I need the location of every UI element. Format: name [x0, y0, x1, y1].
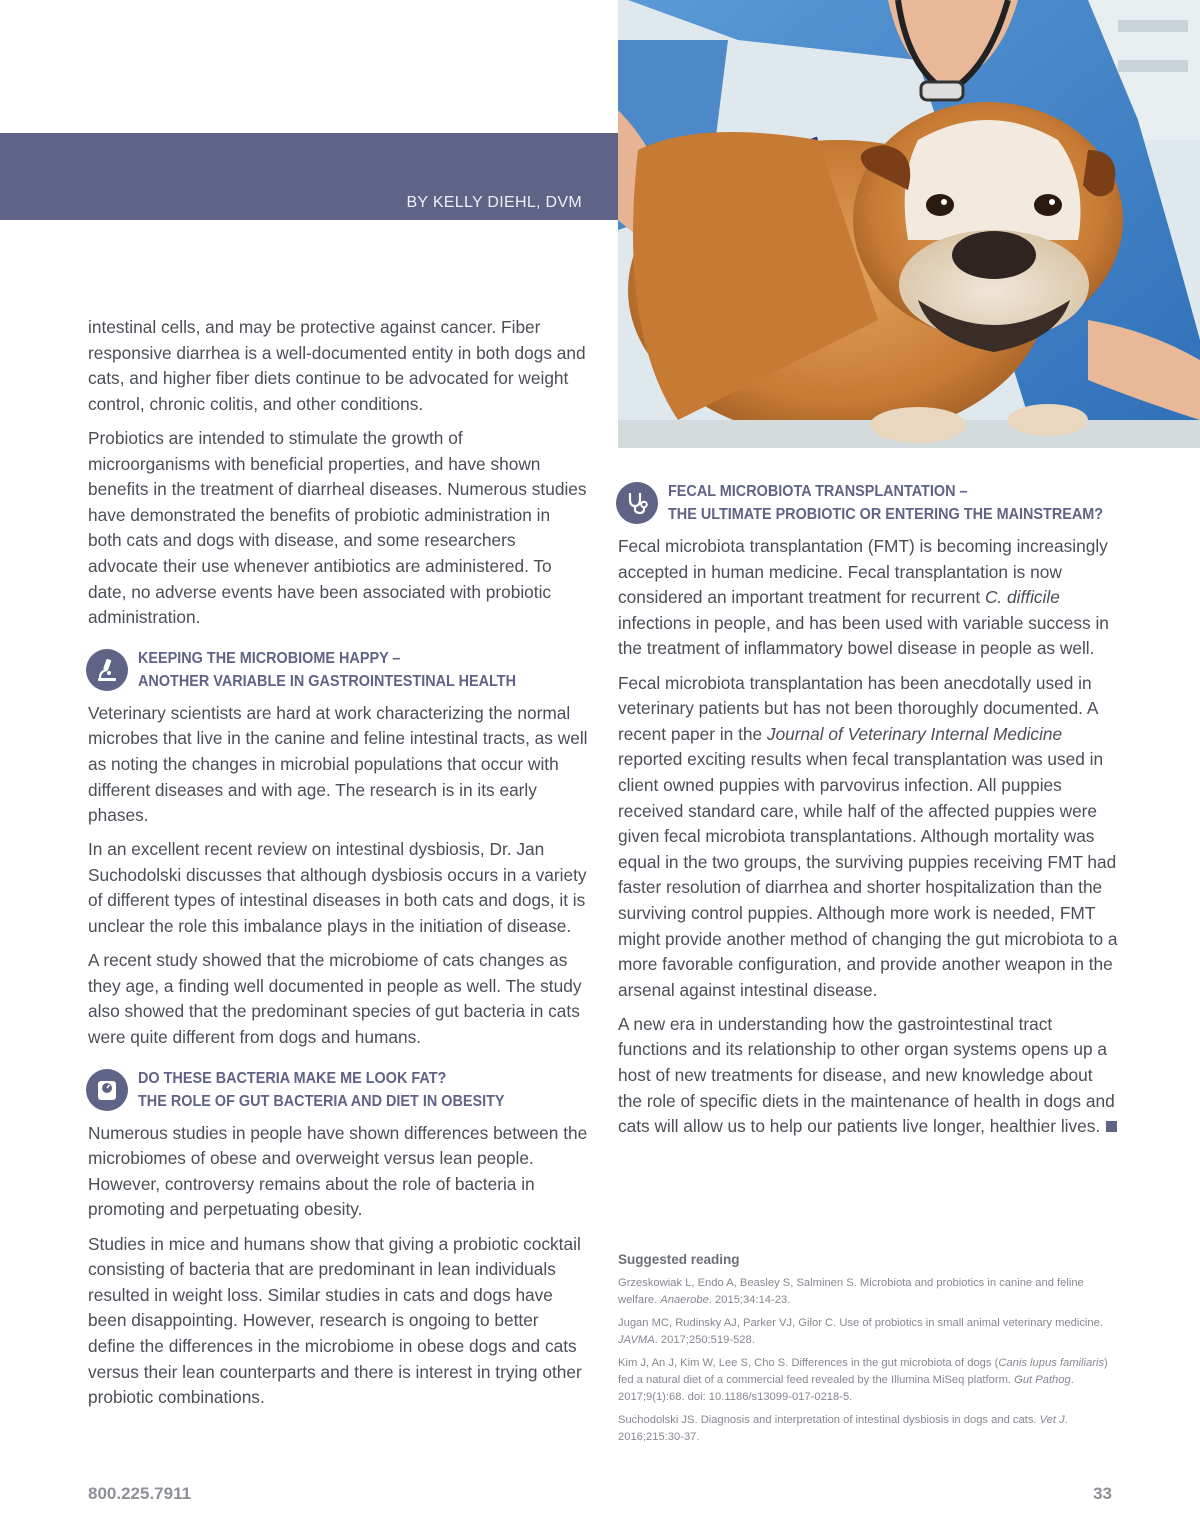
- footer-phone: 800.225.7911: [88, 1484, 192, 1503]
- italic-run: JAVMA: [618, 1334, 655, 1346]
- italic-run: Vet J: [1039, 1414, 1065, 1426]
- scale-icon: [86, 1069, 128, 1111]
- page-number: 33: [1093, 1484, 1112, 1503]
- text-run: Jugan MC, Rudinsky AJ, Parker VJ, Gilor C. Use of probiotics in small animal veterinary medicine.: [618, 1317, 1103, 1329]
- italic-run: Anaerobe: [660, 1294, 709, 1306]
- vet-bulldog-photo: [618, 0, 1200, 448]
- end-mark: [1106, 1121, 1117, 1132]
- text-run: . 2015;34:14-23.: [708, 1294, 791, 1306]
- left-column: [88, 315, 588, 1419]
- paragraph: [618, 534, 1118, 662]
- paragraph: Numerous studies in people have shown differences between the microbiomes of obese and overweight versus lean people. However, controversy remains about the role of bacteria in promoting and perpetuating obesity.: [88, 1122, 588, 1220]
- text-run: Fecal microbiota transplantation (FMT) is becoming increasingly accepted in human medicine. Fecal transplantation is now considered an important treatment for recurrent: [618, 536, 1108, 608]
- section-title-line: DO THESE BACTERIA MAKE ME LOOK FAT?: [138, 1069, 447, 1087]
- text-run: ) fed a natural diet of a commercial feed revealed by the Illumina MiSeq platform.: [618, 1357, 1108, 1386]
- stethoscope-icon: [616, 482, 658, 524]
- text-run: . 2016;215:30-37.: [618, 1414, 1068, 1443]
- header-band: [0, 133, 618, 220]
- section-title-line: ANOTHER VARIABLE IN GASTROINTESTINAL HEALTH: [138, 672, 517, 690]
- reference-item: [618, 1412, 1113, 1446]
- section-title-line: FECAL MICROBIOTA TRANSPLANTATION –: [668, 483, 968, 500]
- text-run: Grzeskowiak L, Endo A, Beasley S, Salminen S. Microbiota and probiotics in canine and feline welfare.: [618, 1277, 1084, 1306]
- section-title-line: KEEPING THE MICROBIOME HAPPY –: [138, 649, 401, 667]
- suggested-reading-heading: Suggested reading: [618, 1252, 740, 1267]
- paragraph: [618, 671, 1118, 1004]
- paragraph: Studies in mice and humans show that giving a probiotic cocktail consisting of bacteria that are predominant in lean individuals resulted in weight loss. Similar studies in cats and dogs have been disappointing. However, research is ongoing to better define the differences in the microbiome in obese dogs and cats versus their lean counterparts and there is interest in trying other probiotic combinations.: [88, 1233, 582, 1408]
- reference-item: [618, 1315, 1113, 1349]
- text-run: A new era in understanding how the gastrointestinal tract functions and its relationship to other organ systems opens up a host of new treatments for disease, and new knowledge about the role of specific diets in the maintenance of health in dogs and cats will allow us to help our patients live longer, healthier lives.: [618, 1013, 1115, 1137]
- text-run: . 2017;9(1):68. doi: 10.1186/s13099-017-0218-5.: [618, 1374, 1074, 1403]
- paragraph: intestinal cells, and may be protective against cancer. Fiber responsive diarrhea is a well-documented entity in both dogs and cats, and higher fiber diets continue to be advocated for weight control, chronic colitis, and other conditions.: [88, 317, 586, 414]
- section-title-line: THE ROLE OF GUT BACTERIA AND DIET IN OBESITY: [138, 1092, 505, 1110]
- italic-run: Canis lupus familiaris: [998, 1357, 1105, 1369]
- text-run: Fecal microbiota transplantation has been anecdotally used in veterinary patients but has not been thoroughly documented. A recent paper in the: [618, 672, 1098, 744]
- reference-item: [618, 1355, 1113, 1406]
- paragraph: Veterinary scientists are hard at work characterizing the normal microbes that live in the canine and feline intestinal tracts, as well as noting the changes in microbial populations that occur with different diseases and with age. The research is in its early phases.: [88, 702, 588, 826]
- paragraph: Probiotics are intended to stimulate the growth of microorganisms with beneficial properties, and have shown benefits in the treatment of diarrheal diseases. Numerous studies have demonstrated the benefits of probiotic administration in both cats and dogs with disease, and some researchers advocate their use whenever antibiotics are administered. To date, no adverse events have been associated with probiotic administration.: [88, 427, 587, 628]
- microscope-icon: [86, 649, 128, 691]
- paragraph: A recent study showed that the microbiome of cats changes as they age, a finding well documented in people as well. The study also showed that the predominant species of gut bacteria in cats were quite different from dogs and humans.: [88, 950, 582, 1048]
- section-heading-microbiome: [86, 647, 588, 693]
- vet-bulldog-illustration: [618, 0, 1200, 448]
- text-run: Kim J, An J, Kim W, Lee S, Cho S. Differences in the gut microbiota of dogs (: [618, 1357, 999, 1369]
- suggested-reading: [618, 1252, 1113, 1452]
- text-run: . 2017;250:519-528.: [654, 1334, 755, 1346]
- text-run: reported exciting results when fecal transplantation was used in client owned puppies with parvovirus infection. All puppies received standard care, while half of the affected puppies were given fecal microbiota transplantations. Although mortality was equal in the two groups, the surviving puppies receiving FMT had faster resolution of diarrhea and shorter hospitalization than the surviving control puppies. Although more work is needed, FMT might provide another method of changing the gut microbiota to a more favorable configuration, and provide another weapon in the arsenal against intestinal disease.: [618, 749, 1118, 1000]
- paragraph: In an excellent recent review on intestinal dysbiosis, Dr. Jan Suchodolski discusses that although dysbiosis occurs in a variety of different types of intestinal diseases in both cats and dogs, it is unclear the role this imbalance plays in the initiation of disease.: [88, 839, 587, 937]
- section-title-line: THE ULTIMATE PROBIOTIC OR ENTERING THE MAINSTREAM?: [668, 506, 1104, 523]
- italic-run: Gut Pathog: [1014, 1374, 1071, 1386]
- right-column: [618, 480, 1118, 1148]
- italic-run: C. difficile: [984, 587, 1060, 608]
- section-heading-fmt: [616, 480, 1118, 526]
- paragraph: [618, 1012, 1118, 1140]
- text-run: Suchodolski JS. Diagnosis and interpretation of intestinal dysbiosis in dogs and cats.: [618, 1414, 1040, 1426]
- italic-run: Journal of Veterinary Internal Medicine: [766, 723, 1063, 744]
- text-run: infections in people, and has been used with variable success in the treatment of inflammatory bowel disease in people as well.: [618, 612, 1109, 659]
- reference-item: [618, 1275, 1113, 1309]
- byline: BY KELLY DIEHL, DVM: [406, 194, 582, 211]
- section-heading-obesity: [86, 1067, 588, 1113]
